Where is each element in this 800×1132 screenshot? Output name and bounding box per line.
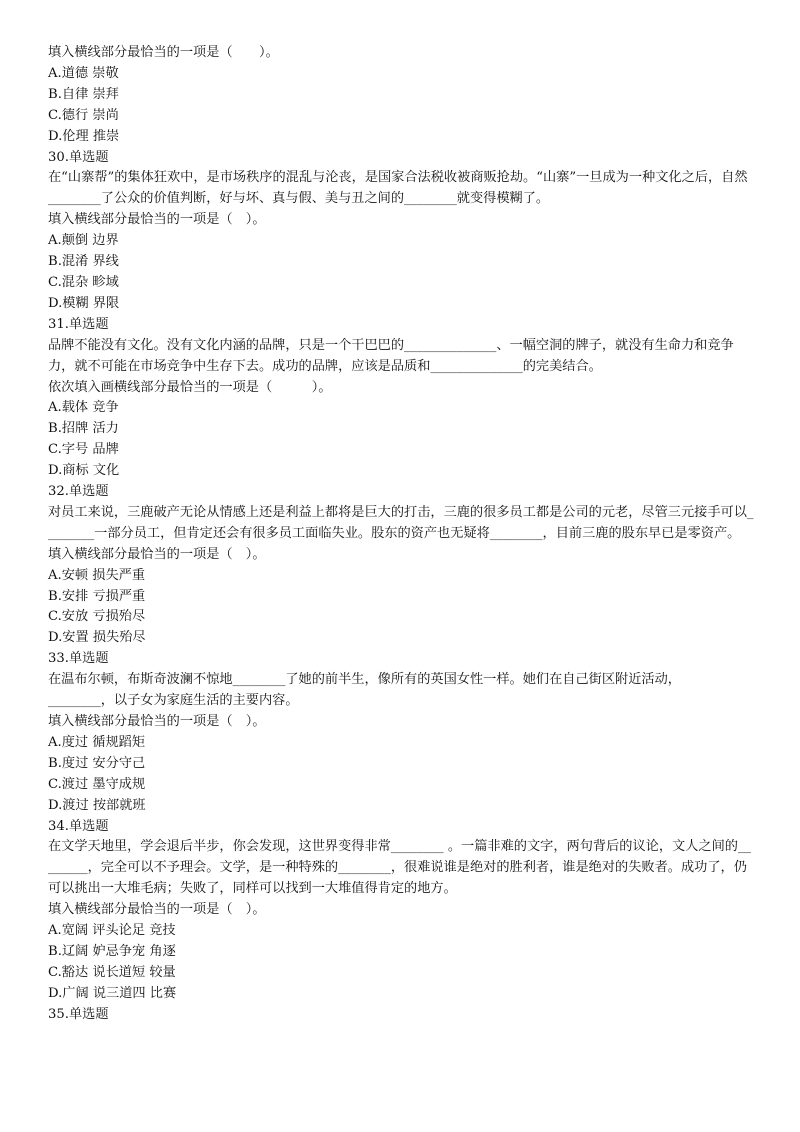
question-prompt: 依次填入画横线部分最恰当的一项是（ ）。 bbox=[48, 379, 332, 395]
option-c: C.混杂 畛域 bbox=[48, 274, 119, 290]
question-30 bbox=[48, 148, 754, 315]
option-b: B.自律 崇拜 bbox=[48, 86, 119, 102]
question-34 bbox=[48, 817, 754, 1005]
option-c: C.德行 崇尚 bbox=[48, 107, 119, 123]
option-b: B.招牌 活力 bbox=[48, 421, 119, 437]
option-d: D.广阔 说三道四 比赛 bbox=[48, 985, 177, 1001]
option-d: D.伦理 推崇 bbox=[48, 128, 120, 144]
option-b: B.辽阔 妒忌争宠 角逐 bbox=[48, 943, 176, 959]
option-a: A.宽阔 评头论足 竞技 bbox=[48, 923, 176, 939]
question-prompt: 填入横线部分最恰当的一项是（ ）。 bbox=[48, 546, 266, 562]
question-header: 34.单选题 bbox=[48, 818, 109, 834]
question-31 bbox=[48, 315, 754, 482]
question-header: 30.单选题 bbox=[48, 149, 109, 165]
option-a: A.载体 竞争 bbox=[48, 400, 119, 416]
document-page bbox=[48, 43, 754, 1026]
question-prompt: 填入横线部分最恰当的一项是（ ）。 bbox=[48, 45, 279, 60]
option-d: D.模糊 界限 bbox=[48, 295, 120, 311]
question-32 bbox=[48, 482, 754, 649]
question-prompt: 填入横线部分最恰当的一项是（ ）。 bbox=[48, 714, 266, 729]
option-a: A.度过 循规蹈矩 bbox=[48, 734, 146, 750]
option-d: D.渡过 按部就班 bbox=[48, 797, 146, 813]
option-b: B.混淆 界线 bbox=[48, 254, 119, 270]
question-text: 在文学天地里，学会退后半步，你会发现，这世界变得非常________ 。一篇非难的文字，两句背后的议论，文人之间的________，完全可以不予理会。文学，是一种特殊的________，很难说谁是绝对的胜利者，谁是绝对的失败者。成功了，仍可以挑出一大堆毛病；失败了，同样可以找到一大堆值得肯定的地方。 bbox=[48, 839, 752, 897]
question-prompt: 填入横线部分最恰当的一项是（ ）。 bbox=[48, 212, 266, 228]
option-c: C.渡过 墨守成规 bbox=[48, 776, 146, 792]
question-text: 品牌不能没有文化。没有文化内涵的品牌，只是一个干巴巴的______________、一幅空洞的牌子，就没有生命力和竞争力，就不可能在市场竞争中生存下去。成功的品牌，应该是品质和______________的完美结合。 bbox=[48, 337, 734, 374]
option-b: B.安排 亏损严重 bbox=[48, 588, 146, 604]
option-a: A.安顿 损失严重 bbox=[48, 567, 146, 583]
option-c: C.字号 品牌 bbox=[48, 442, 119, 458]
question-29 bbox=[48, 43, 754, 148]
question-text: 对员工来说，三鹿破产无论从情感上还是利益上都将是巨大的打击，三鹿的很多员工都是公司的元老，尽管三元接手可以________一部分员工，但肯定还会有很多员工面临失业。股东的资产也无疑将________，目前三鹿的股东早已是零资产。 bbox=[48, 504, 754, 541]
option-d: D.安置 损失殆尽 bbox=[48, 630, 146, 646]
question-text-line-2: ________，以子女为家庭生活的主要内容。 bbox=[48, 693, 299, 709]
question-text-line-1: 在温布尔顿，布斯奇波澜不惊地________了她的前半生，像所有的英国女性一样。她们在自己街区附近活动， bbox=[48, 672, 681, 688]
question-header: 33.单选题 bbox=[48, 651, 109, 667]
question-33 bbox=[48, 649, 754, 816]
option-d: D.商标 文化 bbox=[48, 463, 120, 479]
question-prompt: 填入横线部分最恰当的一项是（ ）。 bbox=[48, 902, 266, 918]
option-c: C.豁达 说长道短 较量 bbox=[48, 964, 176, 980]
question-35 bbox=[48, 1005, 754, 1026]
question-header: 31.单选题 bbox=[48, 316, 109, 332]
option-b: B.度过 安分守己 bbox=[48, 755, 146, 771]
option-a: A.道德 崇敬 bbox=[48, 65, 119, 81]
question-header: 35.单选题 bbox=[48, 1006, 109, 1022]
question-header: 32.单选题 bbox=[48, 484, 109, 500]
option-c: C.安放 亏损殆尽 bbox=[48, 609, 146, 625]
option-a: A.颠倒 边界 bbox=[48, 233, 119, 249]
question-text: 在“山寨帮”的集体狂欢中，是市场秩序的混乱与沦丧，是国家合法税收被商贩抢劫。“山寨”一旦成为一种文化之后，自然________了公众的价值判断，好与坏、真与假、美与丑之间的________就变得模糊了。 bbox=[48, 170, 748, 207]
